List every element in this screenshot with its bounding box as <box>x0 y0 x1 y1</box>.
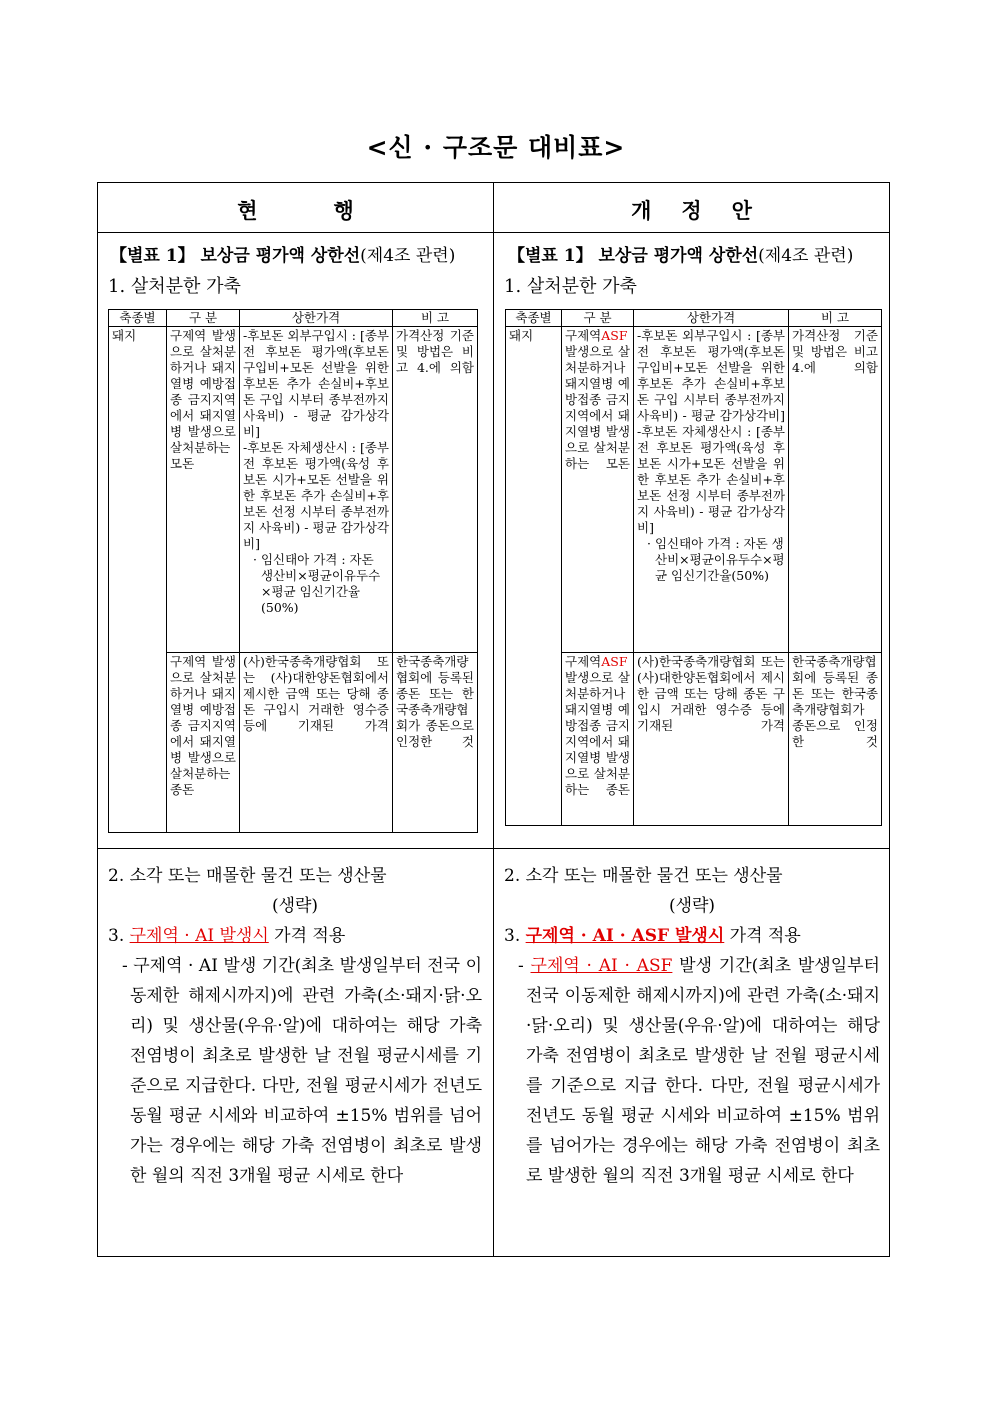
section1-right: 1. 살처분한 가축 <box>504 276 637 297</box>
lower-section-left <box>108 861 482 1191</box>
header-note: 비 고 <box>393 310 478 327</box>
note-cell: 가격산정 기준 및 방법은 비고 4.에 의함 <box>789 327 882 653</box>
category-cell: 구제역ASF 발생으로 살처분하거나 돼지열병 예방접종 금지지역에서 돼지열병 발생으로 살처분하는 종돈 <box>562 653 634 826</box>
section3-body-right: - 구제역 · AI · ASF 발생 기간(최초 발생일부터 전국 이동제한 해제시까지)에 관련 가축(소·돼지·닭·오리) 및 생산물(우유·알)에 대하여는 해당 가축 전염병이 최초로 발생한 날 전월 평균시세를 기준으로 지급 한다. 다만, 전월 평균시세가 전년도 동월 평균 시세와 비교하여 ±15% 범위를 넘어가는 경우에는 해당 가축 전염병이 최초로 발생한 월의 직전 3개월 평균 시세로 한다 <box>518 956 880 1186</box>
asf-highlight: ASF <box>601 654 628 669</box>
header-category: 구 분 <box>562 310 634 327</box>
table-header-row <box>109 310 478 327</box>
header-category: 구 분 <box>167 310 240 327</box>
column-header-revised: 개정안 <box>631 198 782 223</box>
section3-left: 3. 구제역 · AI 발생시 가격 적용 <box>108 926 346 946</box>
table-row <box>506 327 882 653</box>
lower-section-right <box>504 861 880 1191</box>
section3-body-left: - 구제역 · AI 발생 기간(최초 발생일부터 전국 이동제한 해제시까지)에 관련 가축(소·돼지·닭·오리) 및 생산물(우유·알)에 대하여는 해당 가축 전염병이 최초로 발생한 날 전월 평균시세를 기준으로 지급한다. 다만, 전월 평균시세가 전년도 동월 평균 시세와 비교하여 ±15% 범위를 넘어가는 경우에는 해당 가축 전염병이 최초로 발생한 월의 직전 3개월 평균 시세로 한다 <box>122 956 482 1186</box>
note-cell: 가격산정 기준 및 방법은 비고 4.에 의함 <box>393 327 478 653</box>
header-species: 축종별 <box>506 310 562 327</box>
price-cell: (사)한국종축개량협회 또는 (사)대한양돈협회에서 제시한 금액 또는 당해 종돈 구입시 거래한 영수증 등에 기재된 가격 <box>240 653 393 833</box>
section1-left: 1. 살처분한 가축 <box>108 276 241 297</box>
asf-highlight: ASF <box>601 328 628 343</box>
table-row <box>109 327 478 653</box>
comparison-table <box>97 182 890 1257</box>
column-header-current: 현행 <box>237 198 430 223</box>
livestock-table-left <box>108 309 478 833</box>
header-price: 상한가격 <box>240 310 393 327</box>
category-cell: 구제역ASF 발생으로 살처분하거나 돼지열병 예방접종 금지지역에서 돼지열병 발생으로 살처분하는 모돈 <box>562 327 634 653</box>
species-cell: 돼지 <box>506 327 562 826</box>
omitted-left: (생략) <box>271 896 319 916</box>
section2-left: 2. 소각 또는 매몰한 물건 또는 생산물 <box>108 866 387 886</box>
table-header-row <box>506 310 882 327</box>
omitted-right: (생략) <box>668 896 716 916</box>
table-row <box>506 653 882 826</box>
species-cell: 돼지 <box>109 327 167 833</box>
section2-right: 2. 소각 또는 매몰한 물건 또는 생산물 <box>504 866 783 886</box>
category-cell: 구제역 발생으로 살처분하거나 돼지열병 예방접종 금지지역에서 돼지열병 발생으로 살처분하는 모돈 <box>167 327 240 653</box>
note-cell: 한국종축개량협회에 등록된 종돈 또는 한국종축개량협회가 종돈으로 인정한 것 <box>789 653 882 826</box>
column-divider <box>493 183 494 1256</box>
note-cell: 한국종축개량협회에 등록된 종돈 또는 한국종축개량협회가 종돈으로 인정한 것 <box>393 653 478 833</box>
price-cell: -후보돈 외부구입시 : [종부전 후보돈 평가액(후보돈 구입비+모돈 선발을 위한 후보돈 추가 손실비+후보돈 구입 시부터 종부전까지 사육비) - 평균 감가상각비] -후보돈 자체생산시 : [종부전 후보돈 평가액(육성 후보돈 시가+모돈 선발을 위한 후보돈 추가 손실비+후보돈 선정 시부터 종부전까지 사육비) - 평균 감가상각비] · 임신태아 가격 : 자돈 생산비×평균이유두수×평균 임신기간율(50%) <box>634 327 789 653</box>
header-price: 상한가격 <box>634 310 789 327</box>
header-species: 축종별 <box>109 310 167 327</box>
section3-right: 3. 구제역 · AI · ASF 발생시 가격 적용 <box>504 926 801 946</box>
header-note: 비 고 <box>789 310 882 327</box>
price-cell: (사)한국종축개량협회 또는 (사)대한양돈협회에서 제시한 금액 또는 당해 종돈 구입시 거래한 영수증 등에 기재된 가격 <box>634 653 789 826</box>
appendix-title-left: 【별표 1】 보상금 평가액 상한선(제4조 관련) <box>110 246 456 266</box>
appendix-title-right: 【별표 1】 보상금 평가액 상한선(제4조 관련) <box>508 246 854 266</box>
price-cell: -후보돈 외부구입시 : [종부전 후보돈 평가액(후보돈 구입비+모돈 선발을 위한 후보돈 추가 손실비+후보돈 구입 시부터 종부전까지 사육비) - 평균 감가상각비] -후보돈 자체생산시 : [종부전 후보돈 평가액(육성 후보돈 시가+모돈 선발을 위한 후보돈 추가 손실비+후보돈 선정 시부터 종부전까지 사육비) - 평균 감가상각비] · 임신태아 가격 : 자돈 생산비×평균이유두수×평균 임신기간율(50%) <box>240 327 393 653</box>
section-divider <box>98 848 889 849</box>
page-title: <신 · 구조문 대비표> <box>366 133 626 162</box>
livestock-table-right <box>505 309 882 826</box>
category-cell: 구제역 발생으로 살처분하거나 돼지열병 예방접종 금지지역에서 돼지열병 발생으로 살처분하는 종돈 <box>167 653 240 833</box>
header-divider <box>98 232 889 233</box>
